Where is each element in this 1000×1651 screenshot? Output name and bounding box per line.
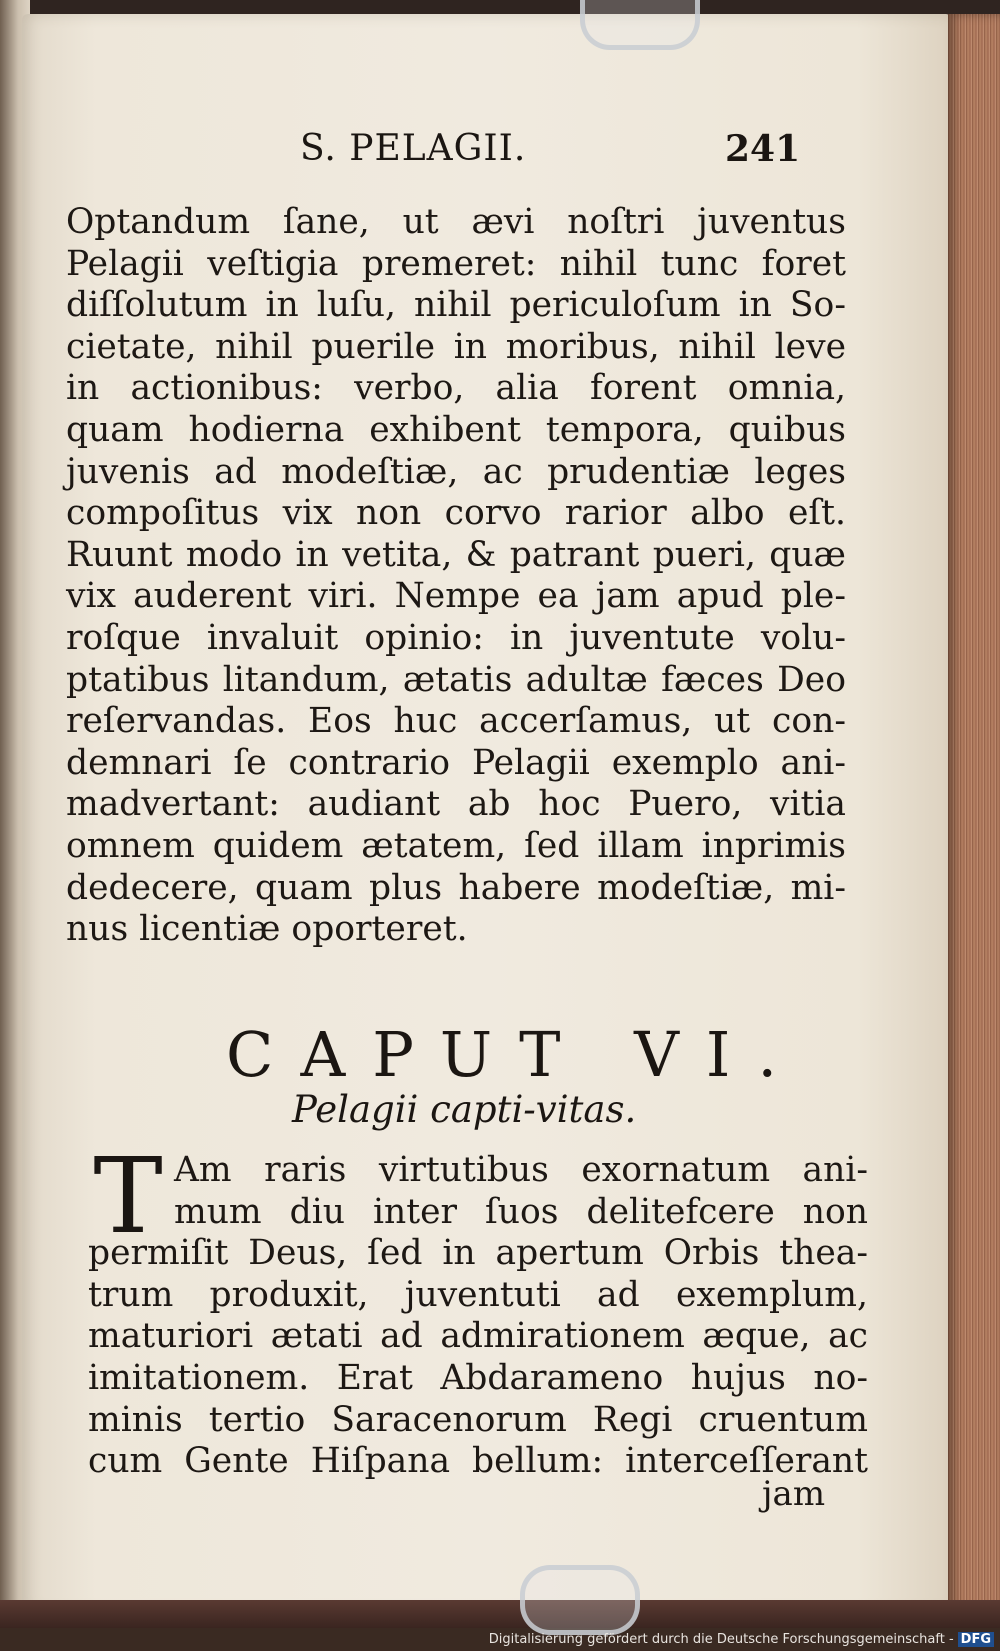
text-line: Ruunt modo in vetita, & patrant pueri, quæ <box>66 534 846 575</box>
text-line: nus licentiæ oporteret. <box>66 909 468 950</box>
text-line: Pelagii veſtigia premeret: nihil tunc foret <box>66 243 846 284</box>
text-line: compoſitus vix non corvo rarior albo eſt. <box>66 493 846 534</box>
text-line: permiſit Deus, ſed in apertum Orbis thea- <box>88 1233 868 1274</box>
paragraph-1 <box>66 202 846 951</box>
bottom-edge <box>0 1600 1000 1628</box>
digitization-credit <box>489 1632 994 1647</box>
text-line: roſque invaluit opinio: in juventute volu- <box>66 617 846 658</box>
catchword: jam <box>762 1474 826 1514</box>
text-line: vix auderent viri. Nempe ea jam apud ple- <box>66 576 846 617</box>
text-line: juvenis ad modeſtiæ, ac prudentiæ leges <box>66 451 846 492</box>
text-line: mum diu inter ſuos delitefcere non <box>174 1191 868 1232</box>
text-line: ptatibus litandum, ætatis adultæ fæces Deo <box>66 659 846 700</box>
text-line: madvertant: audiant ab hoc Puero, vitia <box>66 784 846 825</box>
running-head-title: S. PELAGII. <box>300 128 527 169</box>
text-line: Optandum ſane, ut ævi noſtri juventus <box>66 202 846 242</box>
dfg-logo: DFG <box>958 1632 994 1647</box>
text-line: reſervandas. Eos huc accerſamus, ut con- <box>66 701 846 742</box>
text-line: omnem quidem ætatem, ſed illam inprimis <box>66 825 846 866</box>
text-line: dedecere, quam plus habere modeſtiæ, mi- <box>66 867 846 908</box>
text-line: quam hodierna exhibent tempora, quibus <box>66 409 846 450</box>
credit-text: Digitalisierung gefördert durch die Deutsche Forschungsgemeinschaft - <box>488 1632 954 1647</box>
page-clip-top <box>580 0 700 50</box>
text-line: in actionibus: verbo, alia forent omnia, <box>66 368 846 409</box>
text-line: cum Gente Hiſpana bellum: interceſſerant <box>88 1441 868 1482</box>
text-line: Am raris virtutibus exornatum ani- <box>174 1150 868 1190</box>
text-line: demnari ſe contrario Pelagii exemplo ani- <box>66 742 846 783</box>
text-line: diſſolutum in luſu, nihil periculoſum in So- <box>66 285 846 326</box>
page-number: 241 <box>725 128 801 170</box>
fore-edge <box>948 14 1000 1618</box>
text-line: cietate, nihil puerile in moribus, nihil leve <box>66 326 846 367</box>
running-head <box>300 128 800 178</box>
page-clip-bottom <box>520 1565 640 1635</box>
text-line: minis tertio Saracenorum Regi cruentum <box>88 1399 868 1440</box>
chapter-subtitle: Pelagii capti-vitas. <box>292 1088 637 1131</box>
text-line: maturiori ætati ad admirationem æque, ac <box>88 1316 868 1357</box>
drop-cap: T <box>93 1135 163 1257</box>
paragraph-2 <box>88 1135 868 1483</box>
text-line: trum produxit, juventuti ad exemplum, <box>88 1274 868 1315</box>
text-line: imitationem. Erat Abdarameno hujus no- <box>88 1357 868 1398</box>
chapter-title: CAPUT VI. <box>226 1018 805 1091</box>
